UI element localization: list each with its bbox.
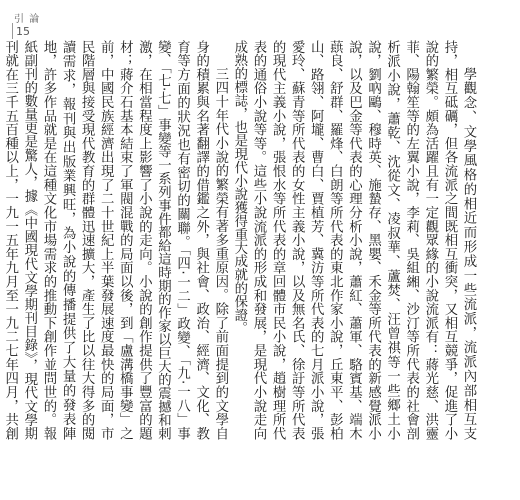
section-label: 引 論 xyxy=(14,14,41,25)
body-text xyxy=(2,40,478,440)
header-rule xyxy=(12,23,13,39)
paragraph: 學觀念、文學風格的相近而形成一些流派，流派內部相互支持，相互砥礪，但各流派之間既相互衝突，又相互競爭，促進了小說的繁榮。頗為活躍且有一定觀眾緣的小說流派有：蔣光慈、洪靈菲、陽翰笙等的左翼小說，李莉、吳組緗、沙汀等所代表的社會剖析派小說，蕭乾、沈從文、凌叔華、蘆焚、汪曾祺等一些鄉土小說，劉吶鷗、穆時英、施蟄存、黑嬰、禾金等所代表的新感覺派小說，以及巴金等代表的心理分析小說，蕭紅、蕭軍、駱賓基、端木蕻良、舒群、羅烽、白朗等所代表的東北作家小說，丘東平、彭柏山、路翎、阿壠、曹白、賈植芳、冀汸等所代表的七月派小說，張愛玲、蘇青等所代表的女性主義小說，以及無名氏、徐訏等所代表的現代主義小說，張恨水等所代表的章回體市民小說，趙樹理所代表的通俗小說等等。這些小說流派的形成和發展，是現代小說走向成熟的標誌，也是現代小說獲得重大成就的保證。 xyxy=(231,40,476,440)
page-number: 15 xyxy=(16,25,30,38)
paragraph: 三四十年代小說的繁榮有著多重原因。除了前面提到的文學自身的積累與名著翻譯的借鑑之外，與社會、政治、經濟、文化、教育等方面的狀況也有密切的關聯。「四‧一二」政變、「九‧一八」事變、「七‧七」事變等一系列事件都給這時期的作家以巨大的震撼和刺激，在相當程度上影響了小說的走向。小說的創作提供了豐富的題材；蔣介石基本結束了軍閥混戰的局面以後，到「盧溝橋事變」之前，中國民族經濟出現了二十世紀上半葉發展速度最快的局面，市民階層與接受現代教育的群體迅速擴大，產生了比以往大得多的閱讀需求，報刊與出版業興旺，為小說的傳播提供了大量的發表陣地，許多作品就是在這種文化市場需求的推動下創作並問世的。報紙副刊的數量更是驚人，據《中國現代文學期刊目錄》，現代文學期刊就在三千五百種以上，一九一五年九月至一九二七年四月，共創 xyxy=(2,40,228,440)
page-header xyxy=(0,0,520,44)
